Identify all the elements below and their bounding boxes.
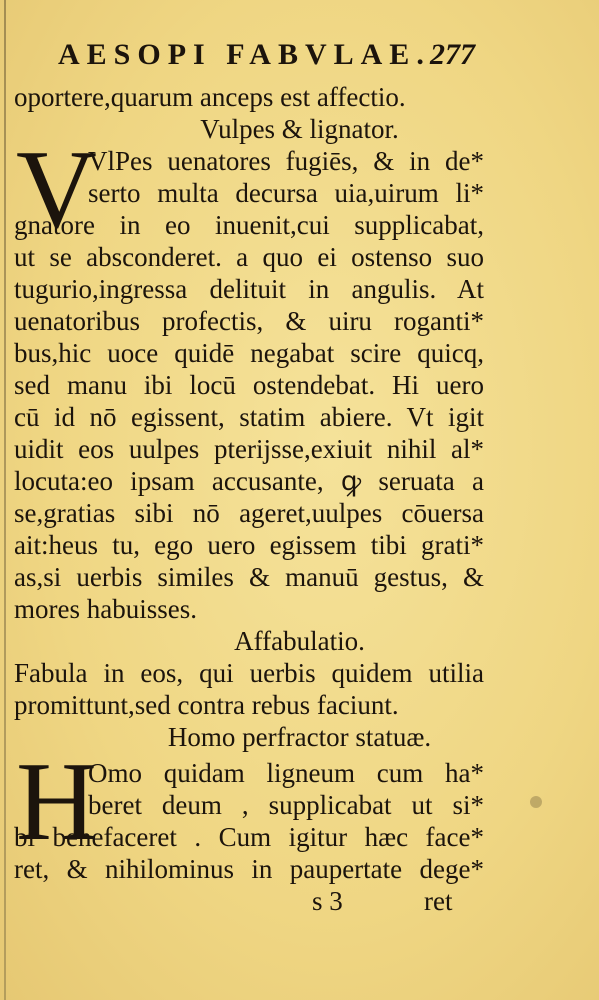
text-line: se,gratias sibi nō ageret,uulpes cōuersa xyxy=(14,498,484,528)
text-line: uenatoribus profectis, & uiru roganti* xyxy=(14,306,484,336)
running-title: AESOPI FABVLAE. xyxy=(58,38,431,71)
page-number: 277 xyxy=(430,38,475,71)
ink-spot xyxy=(530,796,542,808)
text-line: locuta:eo ipsam accusante, ꝙ seruata a xyxy=(14,466,484,496)
text-line: sed manu ibi locū ostendebat. Hi uero xyxy=(14,370,484,400)
text-line: mores habuisses. xyxy=(14,594,197,624)
gutter-edge xyxy=(4,0,6,1000)
catchword: ret xyxy=(424,886,453,916)
text-line: serto multa decursa uia,uirum li* xyxy=(88,178,484,208)
text-line: Fabula in eos, qui uerbis quidem utilia xyxy=(14,658,484,688)
text-line: ait:heus tu, ego uero egissem tibi grati* xyxy=(14,530,484,560)
signature-mark: s 3 xyxy=(312,886,343,916)
text-line: bus,hic uoce quidē negabat scire quicq, xyxy=(14,338,484,368)
text-line: as,si uerbis similes & manuū gestus, & xyxy=(14,562,484,592)
fable-title: Vulpes & lignator. xyxy=(200,114,399,144)
text-line: ret, & nihilominus in paupertate dege* xyxy=(14,854,484,884)
text-line: bi benefaceret . Cum igitur hæc face* xyxy=(14,822,484,852)
text-line: ut se absconderet. a quo ei ostenso suo xyxy=(14,242,484,272)
text-line: oportere,quarum anceps est affectio. xyxy=(14,82,406,112)
drop-capital: V xyxy=(16,128,97,252)
text-line: tugurio,ingressa delituit in angulis. At xyxy=(14,274,484,304)
drop-capital: H xyxy=(16,740,97,864)
text-line: Omo quidam ligneum cum ha* xyxy=(88,758,484,788)
text-line: gnatore in eo inuenit,cui supplicabat, xyxy=(14,210,484,240)
text-line: cū id nō egissent, statim abiere. Vt igit xyxy=(14,402,484,432)
text-line: uidit eos uulpes pterijsse,exiuit nihil al* xyxy=(14,434,484,464)
moral-heading: Affabulatio. xyxy=(234,626,365,656)
fable-title: Homo perfractor statuæ. xyxy=(167,722,432,752)
text-line: promittunt,sed contra rebus faciunt. xyxy=(14,690,399,720)
text-line: beret deum , supplicabat ut si* xyxy=(88,790,484,820)
text-line: VlPes uenatores fugiēs, & in de* xyxy=(88,146,484,176)
